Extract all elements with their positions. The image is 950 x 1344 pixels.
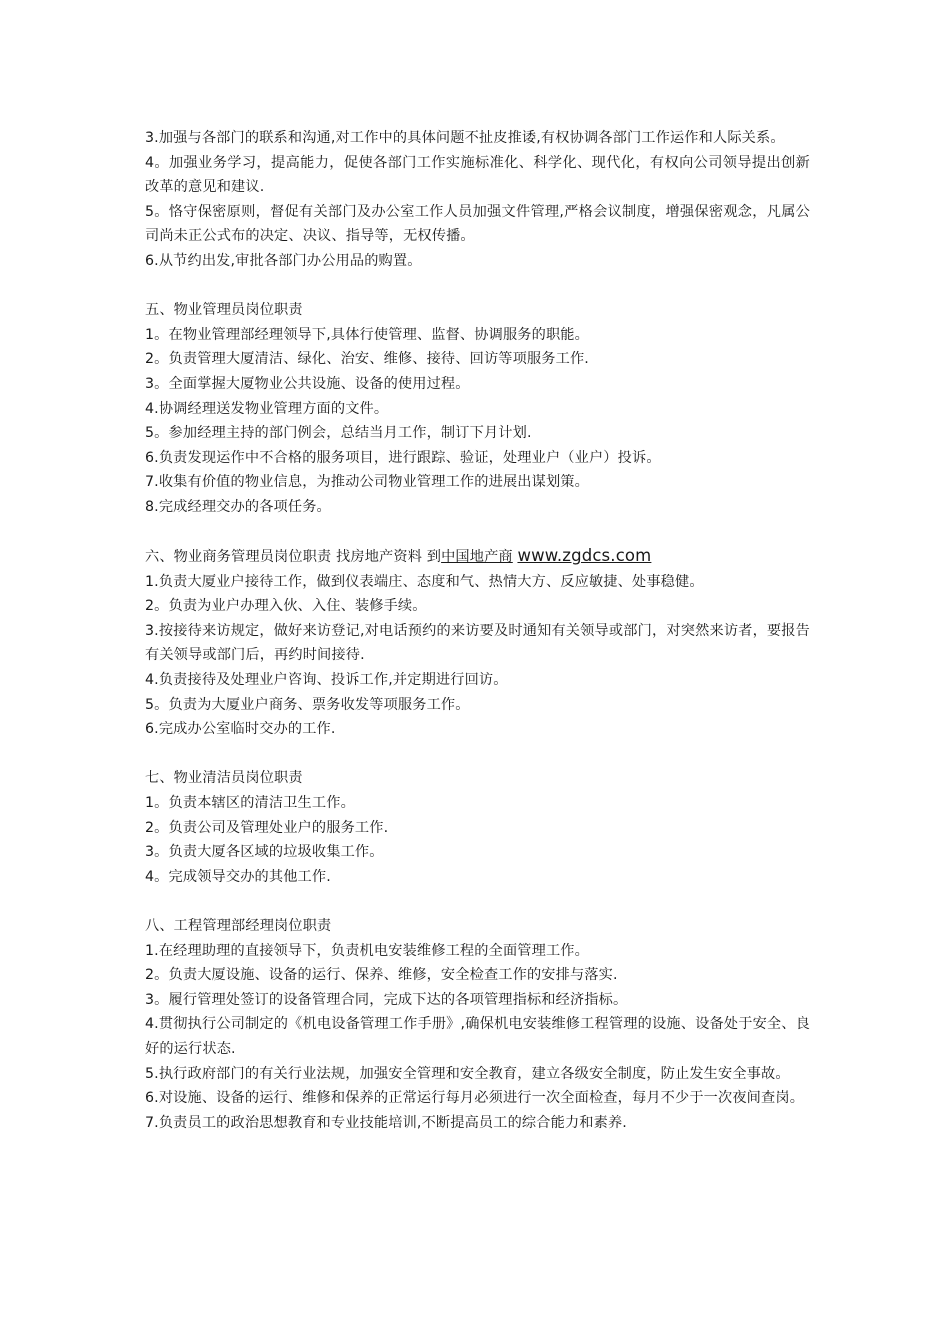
list-item: 4。完成领导交办的其他工作. — [145, 868, 331, 885]
section-heading-text: 六、物业商务管理员岗位职责 找房地产资料 到 — [145, 549, 442, 566]
list-item: 2。负责为业户办理入伙、入住、装修手续。 — [145, 598, 427, 615]
blank-line — [145, 520, 810, 545]
list-item: 6.负责发现运作中不合格的服务项目，进行跟踪、验证，处理业户（业户）投诉。 — [145, 449, 661, 466]
paragraph: 6.从节约出发,审批各部门办公用品的购置。 — [145, 252, 422, 269]
list-item: 3。全面掌握大厦物业公共设施、设备的使用过程。 — [145, 375, 470, 392]
list-item: 1。负责本辖区的清洁卫生工作。 — [145, 795, 355, 812]
list-item: 2。负责大厦设施、设备的运行、保养、维修，安全检查工作的安排与落实. — [145, 967, 618, 984]
blank-line — [145, 742, 810, 767]
list-item: 4.协调经理送发物业管理方面的文件。 — [145, 400, 389, 417]
list-item: 4.负责接待及处理业户咨询、投诉工作,并定期进行回访。 — [145, 672, 508, 689]
list-item: 1.负责大厦业户接待工作，做到仪表端庄、态度和气、热情大方、反应敏捷、处事稳健。 — [145, 573, 704, 590]
paragraph: 3.加强与各部门的联系和沟通,对工作中的具体问题不扯皮推诿,有权协调各部门工作运作和人际关系。 — [145, 130, 785, 146]
list-item: 5。参加经理主持的部门例会，总结当月工作，制订下月计划. — [145, 425, 532, 442]
list-item: 2。负责公司及管理处业户的服务工作. — [145, 819, 389, 836]
list-item: 5.执行政府部门的有关行业法规，加强安全管理和安全教育，建立各级安全制度，防止发生安全事故。 — [145, 1065, 790, 1082]
list-item: 6.完成办公室临时交办的工作. — [145, 721, 336, 738]
blank-line — [145, 274, 810, 299]
section-heading: 五、物业管理员岗位职责 — [145, 302, 303, 319]
list-item: 3。负责大厦各区域的垃圾收集工作。 — [145, 844, 384, 861]
list-item: 2。负责管理大厦清洁、绿化、治安、维修、接待、回访等项服务工作. — [145, 351, 589, 368]
site-url-link[interactable]: www.zgdcs.com — [517, 546, 652, 566]
list-item: 1。在物业管理部经理领导下,具体行使管理、监督、协调服务的职能。 — [145, 326, 589, 343]
list-item: 1.在经理助理的直接领导下，负责机电安装维修工程的全面管理工作。 — [145, 942, 589, 959]
blank-line — [145, 889, 810, 914]
list-item: 7.负责员工的政治思想教育和专业技能培训,不断提高员工的综合能力和素养. — [145, 1114, 627, 1131]
list-item: 3。履行管理处签订的设备管理合同，完成下达的各项管理指标和经济指标。 — [145, 991, 628, 1008]
list-item: 5。负责为大厦业户商务、票务收发等项服务工作。 — [145, 696, 470, 713]
list-item: 3.按接待来访规定，做好来访登记,对电话预约的来访要及时通知有关领导或部门，对突然来访者，要报告有关领导或部门后，再约时间接待. — [145, 622, 810, 664]
paragraph: 5。恪守保密原则，督促有关部门及办公室工作人员加强文件管理,严格会议制度，增强保密观念，凡属公司尚未正公式布的决定、决议、指导等，无权传播。 — [145, 203, 810, 245]
list-item: 6.对设施、设备的运行、维修和保养的正常运行每月必须进行一次全面检查，每月不少于一次夜间查岗。 — [145, 1090, 805, 1107]
list-item: 7.收集有价值的物业信息，为推动公司物业管理工作的进展出谋划策。 — [145, 474, 589, 491]
section-heading — [145, 544, 810, 570]
section-heading: 七、物业清洁员岗位职责 — [145, 770, 303, 787]
site-name-link[interactable]: 中国地产商 — [441, 549, 513, 566]
list-item: 8.完成经理交办的各项任务。 — [145, 498, 331, 515]
list-item: 4.贯彻执行公司制定的《机电设备管理工作手册》,确保机电安装维修工程管理的设施、设备处于安全、良好的运行状态. — [145, 1016, 810, 1057]
document-body — [145, 126, 810, 1135]
paragraph: 4。加强业务学习，提高能力，促使各部门工作实施标准化、科学化、现代化，有权向公司领导提出创新改革的意见和建议. — [145, 154, 810, 196]
section-heading: 八、工程管理部经理岗位职责 — [145, 918, 332, 934]
